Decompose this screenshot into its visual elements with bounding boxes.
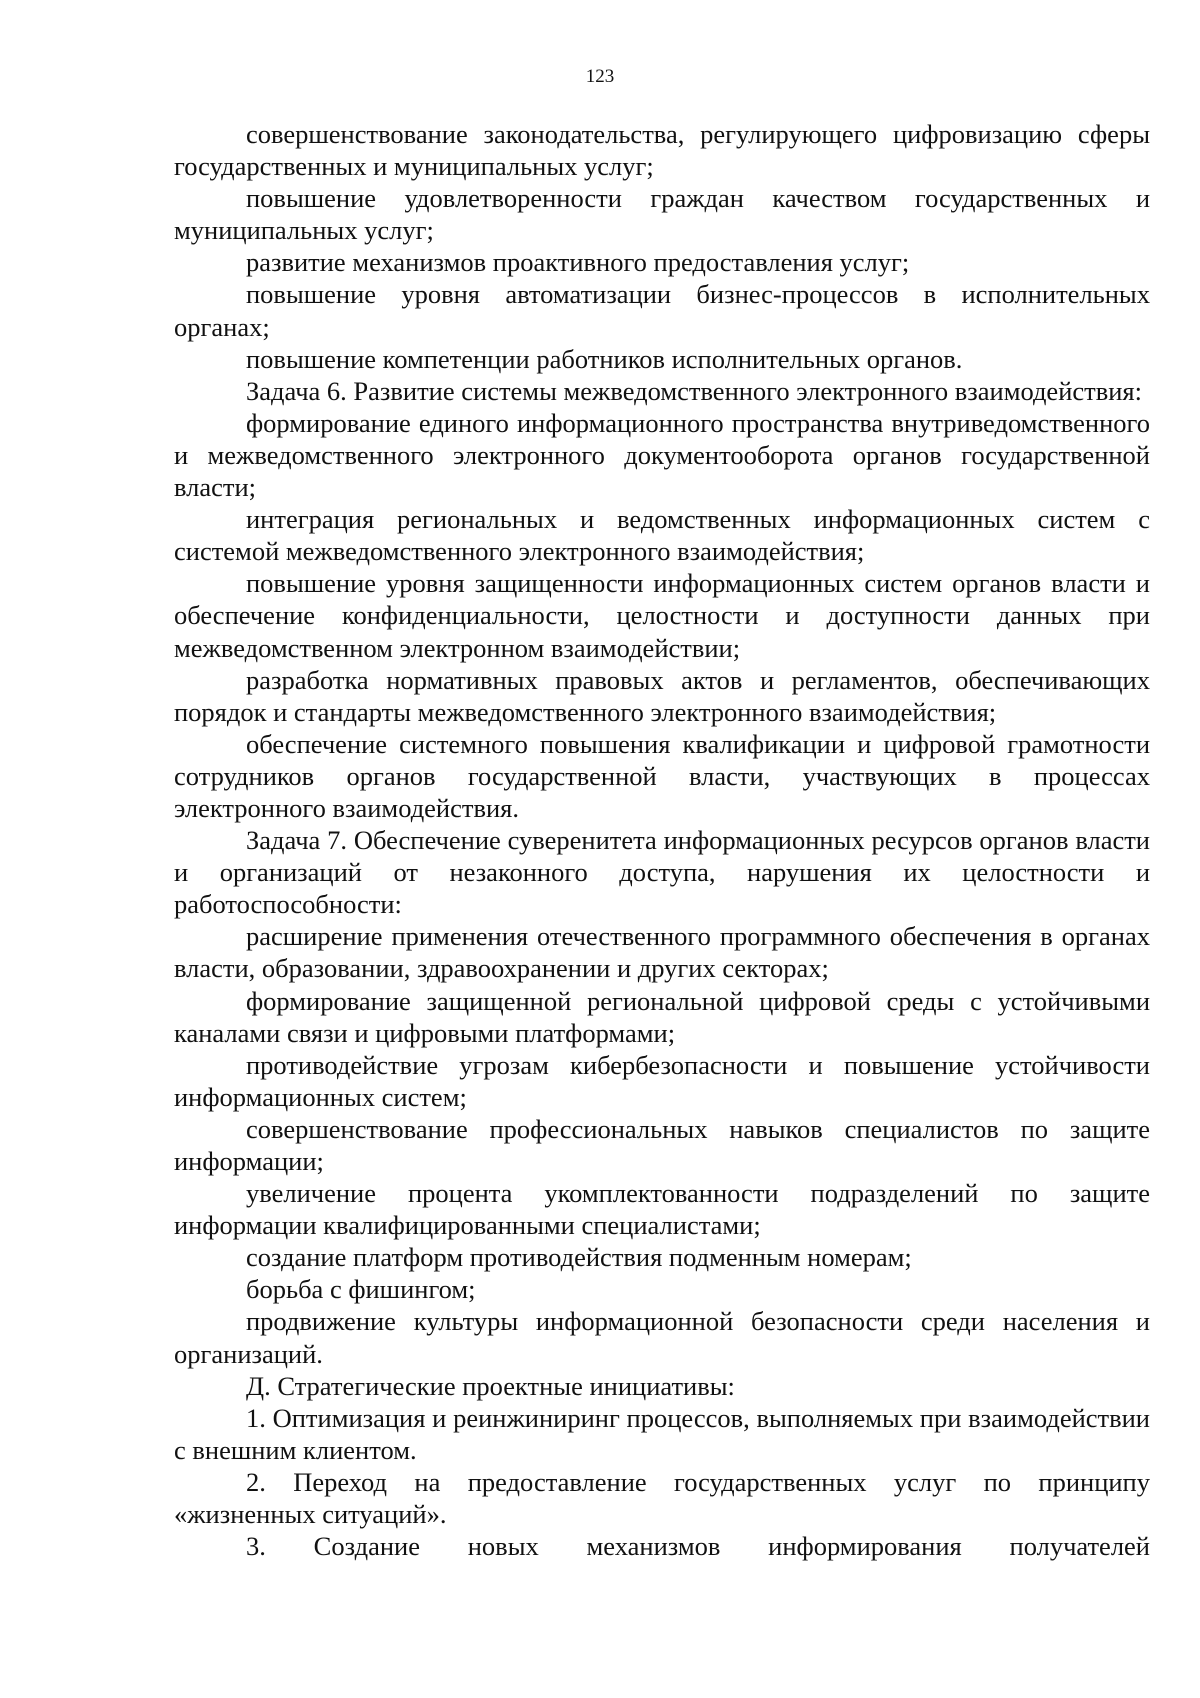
numbered-item: 1. Оптимизация и реинжиниринг процессов, выполняемых при взаимодействии с внешним клиентом. — [174, 1402, 1150, 1465]
task-heading: Задача 7. Обеспечение суверенитета информационных ресурсов органов власти и организаций от незаконного доступа, нарушения их целостности и работоспособности: — [174, 825, 1150, 920]
paragraph: противодействие угрозам кибербезопасности и повышение устойчивости информационных систем; — [174, 1049, 1150, 1112]
paragraph: интеграция региональных и ведомственных информационных систем с системой межведомственного электронного взаимодействия; — [174, 504, 1150, 567]
paragraph: борьба с фишингом; — [246, 1274, 476, 1305]
paragraph: повышение удовлетворенности граждан качеством государственных и муниципальных услуг; — [174, 183, 1150, 246]
paragraph: формирование единого информационного пространства внутриведомственного и межведомственного электронного документооборота органов государственной власти; — [174, 407, 1150, 503]
paragraph: формирование защищенной региональной цифровой среды с устойчивыми каналами связи и цифровыми платформами; — [174, 985, 1150, 1048]
paragraph: повышение уровня автоматизации бизнес-процессов в исполнительных органах; — [174, 279, 1150, 342]
numbered-item: 3. Создание новых механизмов информирования получателей — [246, 1531, 1150, 1562]
paragraph: расширение применения отечественного программного обеспечения в органах власти, образовании, здравоохранении и других секторах; — [174, 921, 1150, 984]
section-heading: Д. Стратегические проектные инициативы: — [246, 1370, 735, 1401]
paragraph: увеличение процента укомплектованности подразделений по защите информации квалифицированными специалистами; — [174, 1178, 1150, 1241]
paragraph: продвижение культуры информационной безопасности среди населения и организаций. — [174, 1306, 1150, 1369]
document-body — [174, 118, 1150, 1562]
paragraph: обеспечение системного повышения квалификации и цифровой грамотности сотрудников органов государственной власти, участвующих в процессах электронного взаимодействия. — [174, 728, 1150, 823]
page-number: 123 — [585, 66, 615, 87]
paragraph: развитие механизмов проактивного предоставления услуг; — [246, 247, 910, 278]
paragraph: совершенствование профессиональных навыков специалистов по защите информации; — [174, 1113, 1150, 1176]
paragraph: повышение уровня защищенности информационных систем органов власти и обеспечение конфиденциальности, целостности и доступности данных при межведомственном электронном взаимодействии; — [174, 568, 1150, 663]
paragraph: создание платформ противодействия подменным номерам; — [246, 1242, 912, 1273]
paragraph: разработка нормативных правовых актов и регламентов, обеспечивающих порядок и стандарты межведомственного электронного взаимодействия; — [174, 664, 1150, 727]
paragraph: совершенствование законодательства, регулирующего цифровизацию сферы государственных и муниципальных услуг; — [174, 119, 1150, 182]
task-heading: Задача 6. Развитие системы межведомственного электронного взаимодействия: — [246, 375, 1142, 406]
paragraph: повышение компетенции работников исполнительных органов. — [246, 343, 963, 374]
numbered-item: 2. Переход на предоставление государственных услуг по принципу «жизненных ситуаций». — [174, 1466, 1150, 1530]
